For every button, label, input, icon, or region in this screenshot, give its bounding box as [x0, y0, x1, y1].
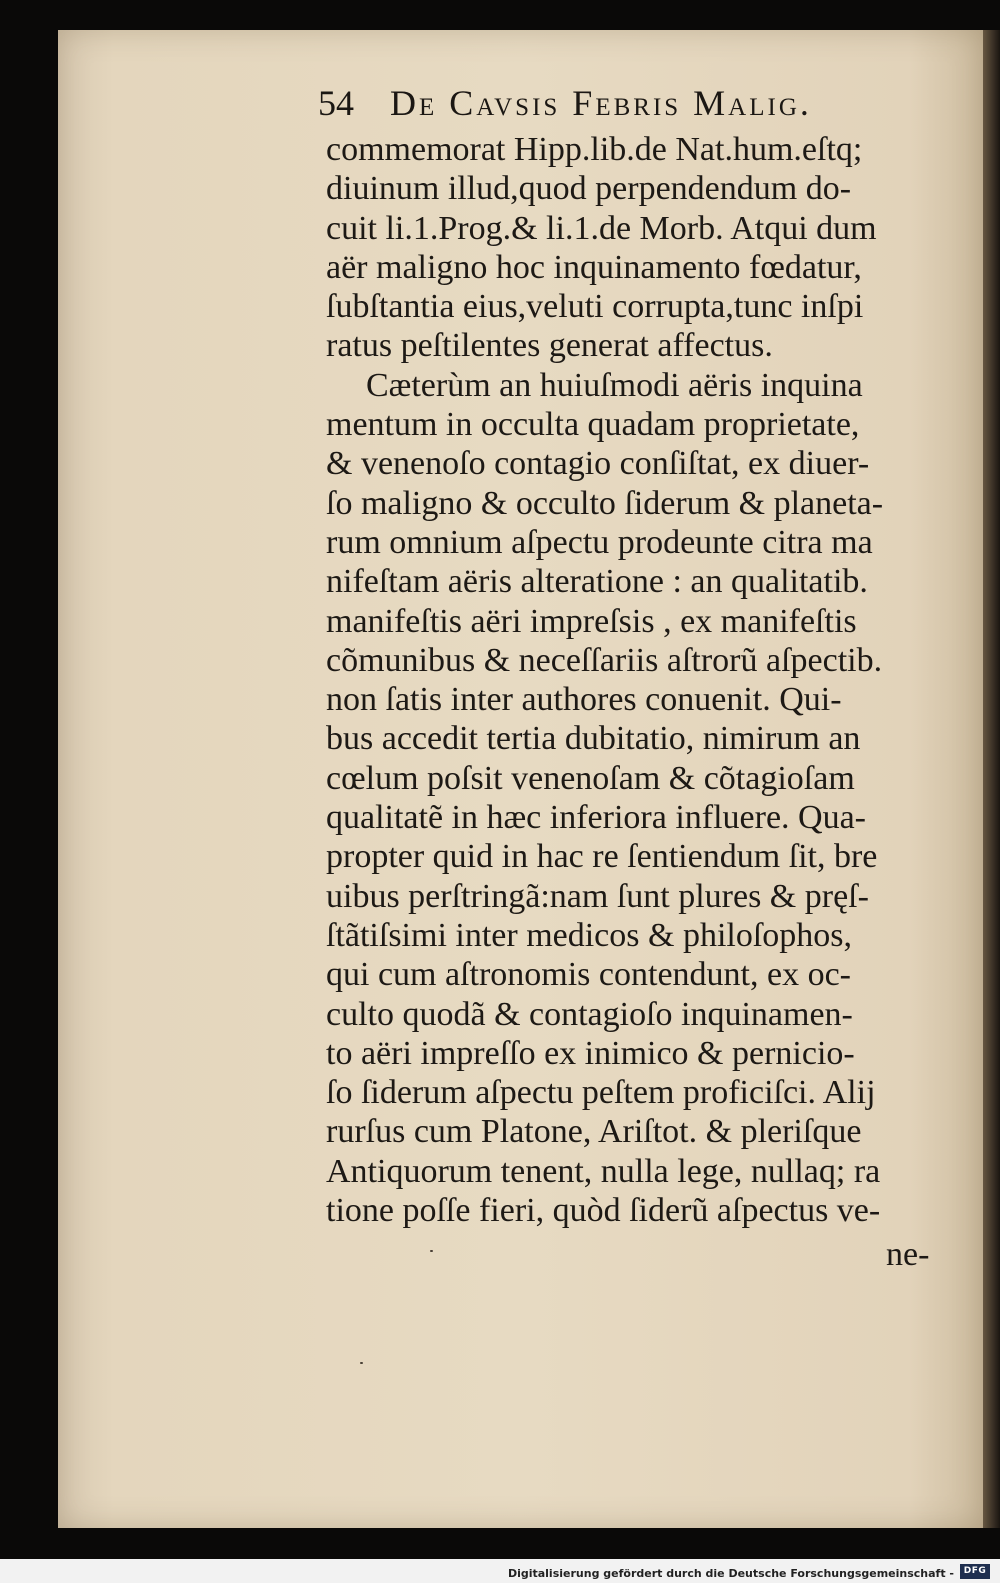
text-line: culto quodã & contagioſo inquinamen- — [326, 995, 853, 1033]
text-line: to aëri impreſſo ex inimico & pernicio- — [326, 1034, 855, 1072]
running-head — [318, 82, 898, 126]
text-line: mentum in occulta quadam proprietate, — [326, 406, 860, 444]
text-line: cõmunibus & neceſſariis aſtrorũ aſpectib. — [326, 641, 883, 679]
text-line: cœlum poſsit venenoſam & cõtagioſam — [326, 759, 855, 797]
text-line: Antiquorum tenent, nulla lege, nullaq; ra — [326, 1152, 881, 1190]
text-line: uibus perſtringã:nam ſunt plures & pręſ- — [326, 877, 869, 915]
text-line: rum omnium aſpectu prodeunte citra ma — [326, 523, 873, 561]
book-edge — [982, 30, 1000, 1528]
paper-speck — [430, 1250, 433, 1252]
text-line: tione poſſe fieri, quòd ſiderũ aſpectus ve- — [326, 1192, 881, 1230]
text-line: propter quid in hac re ſentiendum ſit, bre — [326, 838, 878, 876]
dfg-logo: DFG — [960, 1564, 990, 1579]
text-line: bus accedit tertia dubitatio, nimirum an — [326, 720, 861, 758]
text-line: nifeſtam aëris alteratione : an qualitatib. — [326, 563, 868, 601]
funding-credit: Digitalisierung gefördert durch die Deutsche Forschungsgemeinschaft - — [507, 1567, 954, 1580]
paragraph-start-line: Cæterùm an huiuſmodi aëris inquina — [366, 366, 863, 404]
catchword: ne- — [886, 1236, 930, 1273]
text-line: cuit li.1.Prog.& li.1.de Morb. Atqui dum — [326, 209, 877, 247]
text-line: qui cum aſtronomis contendunt, ex oc- — [326, 956, 851, 994]
text-line: ſubſtantia eius,veluti corrupta,tunc inſpi — [326, 288, 864, 326]
paper-speck — [360, 1362, 363, 1364]
text-line: ſtãtiſsimi inter medicos & philoſophos, — [326, 916, 853, 954]
text-line: ſo ſiderum aſpectu peſtem proficiſci. Alij — [326, 1074, 876, 1112]
text-line: qualitatẽ in hæc inferiora influere. Qua- — [326, 799, 866, 837]
text-line: ratus peſtilentes generat affectus. — [326, 327, 773, 365]
text-line: non ſatis inter authores conuenit. Qui- — [326, 681, 842, 719]
text-line: manifeſtis aëri impreſsis , ex manifeſtis — [326, 602, 857, 640]
text-line: diuinum illud,quod perpendendum do- — [326, 170, 852, 208]
body-text — [326, 130, 946, 1230]
text-line: commemorat Hipp.lib.de Nat.hum.eſtq; — [326, 131, 863, 168]
digitization-footer — [0, 1559, 1000, 1583]
text-line: ſo maligno & occulto ſiderum & planeta- — [326, 484, 884, 522]
page-number: 54 — [318, 83, 354, 123]
text-line: aër maligno hoc inquinamento fœdatur, — [326, 248, 862, 286]
running-title: De Cavsis Febris Malig. — [390, 83, 812, 123]
text-line: rurſus cum Platone, Ariſtot. & pleriſque — [326, 1113, 862, 1151]
text-line: & venenoſo contagio conſiſtat, ex diuer- — [326, 445, 870, 483]
